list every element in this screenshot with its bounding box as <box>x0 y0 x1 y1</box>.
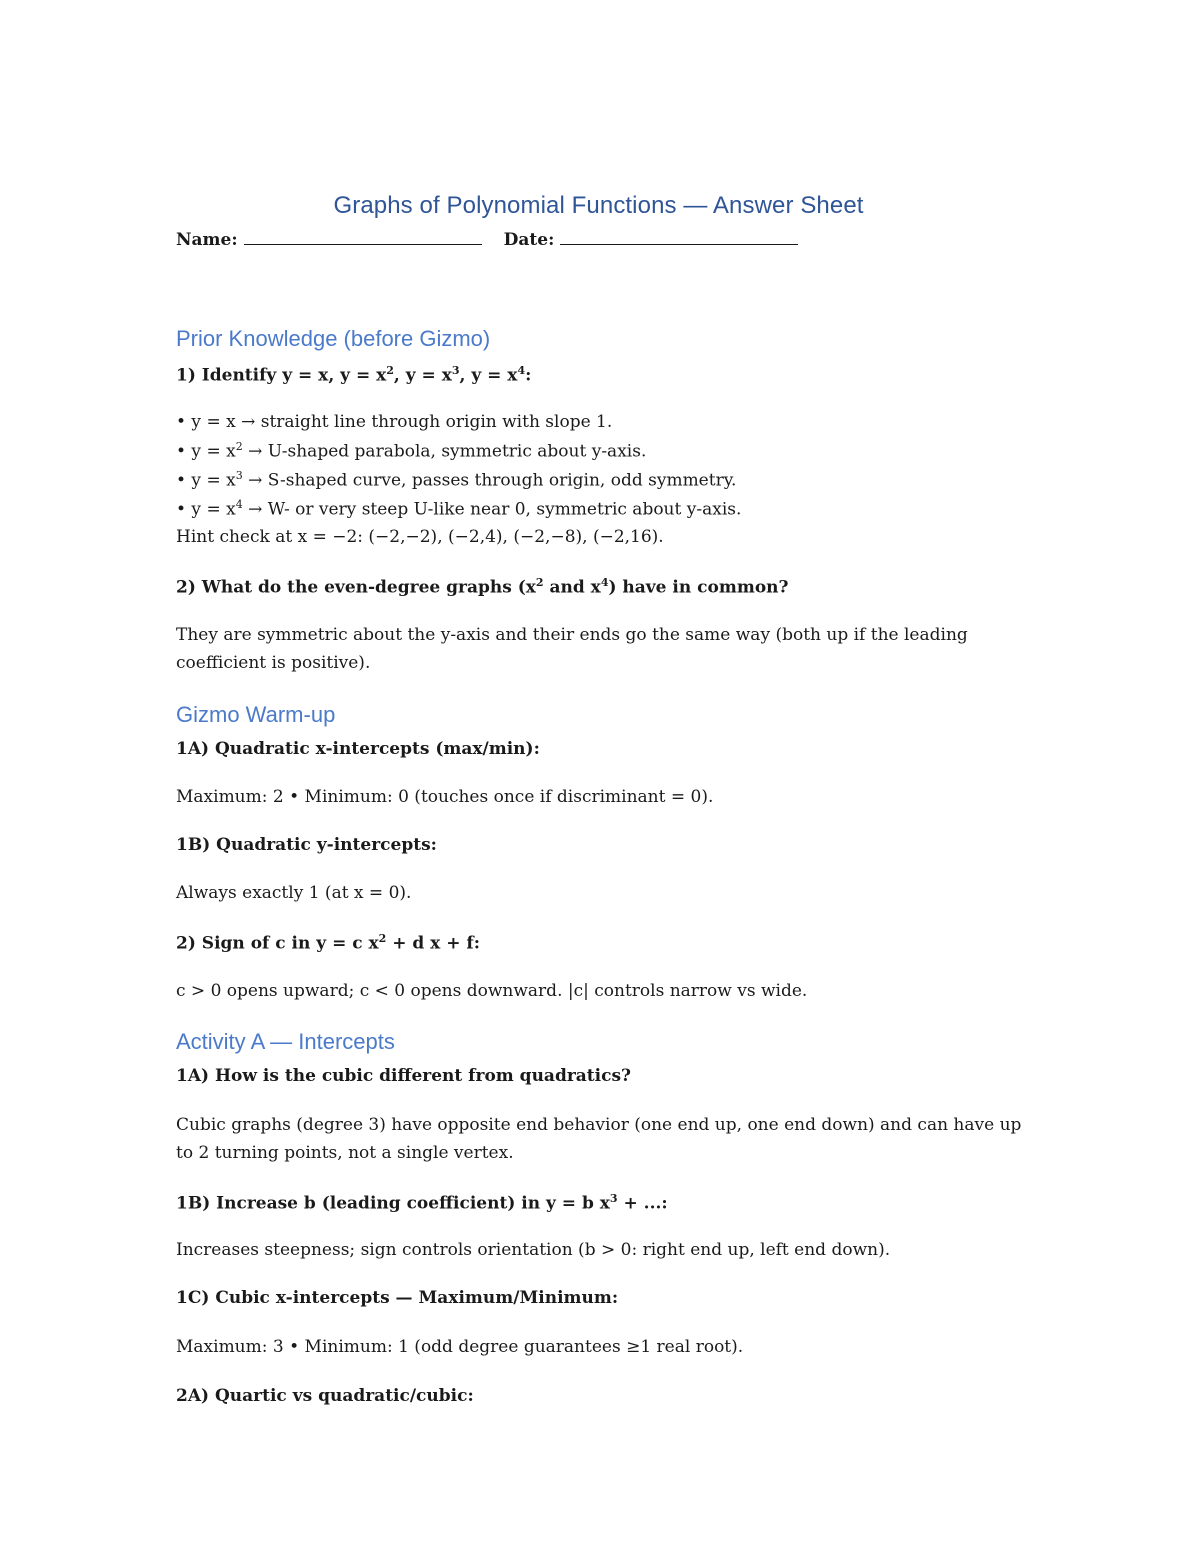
question-prior-1: 1) Identify y = x, $y = x^2$, $y = x^3$, $y = x^4$: <box>176 364 532 386</box>
bullet-linear: • y = x → straight line through origin with slope 1. <box>176 412 613 432</box>
question-warmup-2: 2) Sign of c in y = c $x^2 + d$ x + f: <box>176 932 480 954</box>
name-field[interactable] <box>244 230 482 245</box>
bullet-quadratic: • $y = x^2$ → U-shaped parabola, symmetric about y-axis. <box>176 440 647 462</box>
question-warmup-1b: 1B) Quadratic y-intercepts: <box>176 835 437 855</box>
question-activity-1c: 1C) Cubic x-intercepts — Maximum/Minimum: <box>176 1288 619 1308</box>
question-warmup-1a: 1A) Quadratic x-intercepts (max/min): <box>176 739 540 759</box>
date-label: Date: <box>503 230 555 250</box>
page-title: Graphs of Polynomial Functions — Answer Sheet <box>333 192 864 219</box>
question-activity-1b: 1B) Increase b (leading coefficient) in y = b $x^3$ + ...: <box>176 1192 668 1214</box>
answer-warmup-1b: Always exactly 1 (at x = 0). <box>176 883 412 903</box>
hint-line: Hint check at x = −2: (−2,−2), (−2,4), (−2,−8), (−2,16). <box>176 527 664 547</box>
bullet-quartic: • $y = x^4 \to W-$ or very steep U-like near 0, symmetric about y-axis. <box>176 498 742 520</box>
answer-activity-1a: Cubic graphs (degree 3) have opposite end behavior (one end up, one end down) and can have up to 2 turning points, not a single vertex. <box>176 1115 1022 1163</box>
date-field[interactable] <box>560 230 798 245</box>
name-label: Name: <box>176 230 238 250</box>
question-activity-2a: 2A) Quartic vs quadratic/cubic: <box>176 1386 474 1406</box>
question-prior-2: 2) What do the even-degree graphs ($x^2$ and $x^4$) have in common? <box>176 576 789 598</box>
section-heading-gizmo-warmup: Gizmo Warm-up <box>176 702 336 727</box>
answer-warmup-2: c > 0 opens upward; c < 0 opens downward. |c| controls narrow vs wide. <box>176 981 808 1001</box>
section-heading-activity-a: Activity A — Intercepts <box>176 1029 395 1054</box>
question-activity-1a: 1A) How is the cubic different from quadratics? <box>176 1066 631 1086</box>
name-date-line <box>176 230 798 250</box>
section-heading-prior-knowledge: Prior Knowledge (before Gizmo) <box>176 326 491 351</box>
answer-activity-1c: Maximum: 3 • Minimum: 1 (odd degree guarantees ≥1 real root). <box>176 1337 744 1357</box>
answer-warmup-1a: Maximum: 2 • Minimum: 0 (touches once if discriminant = 0). <box>176 787 714 807</box>
bullet-cubic: • $y = x^3$ → S-shaped curve, passes through origin, odd symmetry. <box>176 469 737 491</box>
answer-prior-2: They are symmetric about the y-axis and their ends go the same way (both up if the leading coefficient is positive). <box>176 625 968 673</box>
answer-activity-1b: Increases steepness; sign controls orientation (b > 0: right end up, left end down). <box>176 1240 891 1260</box>
